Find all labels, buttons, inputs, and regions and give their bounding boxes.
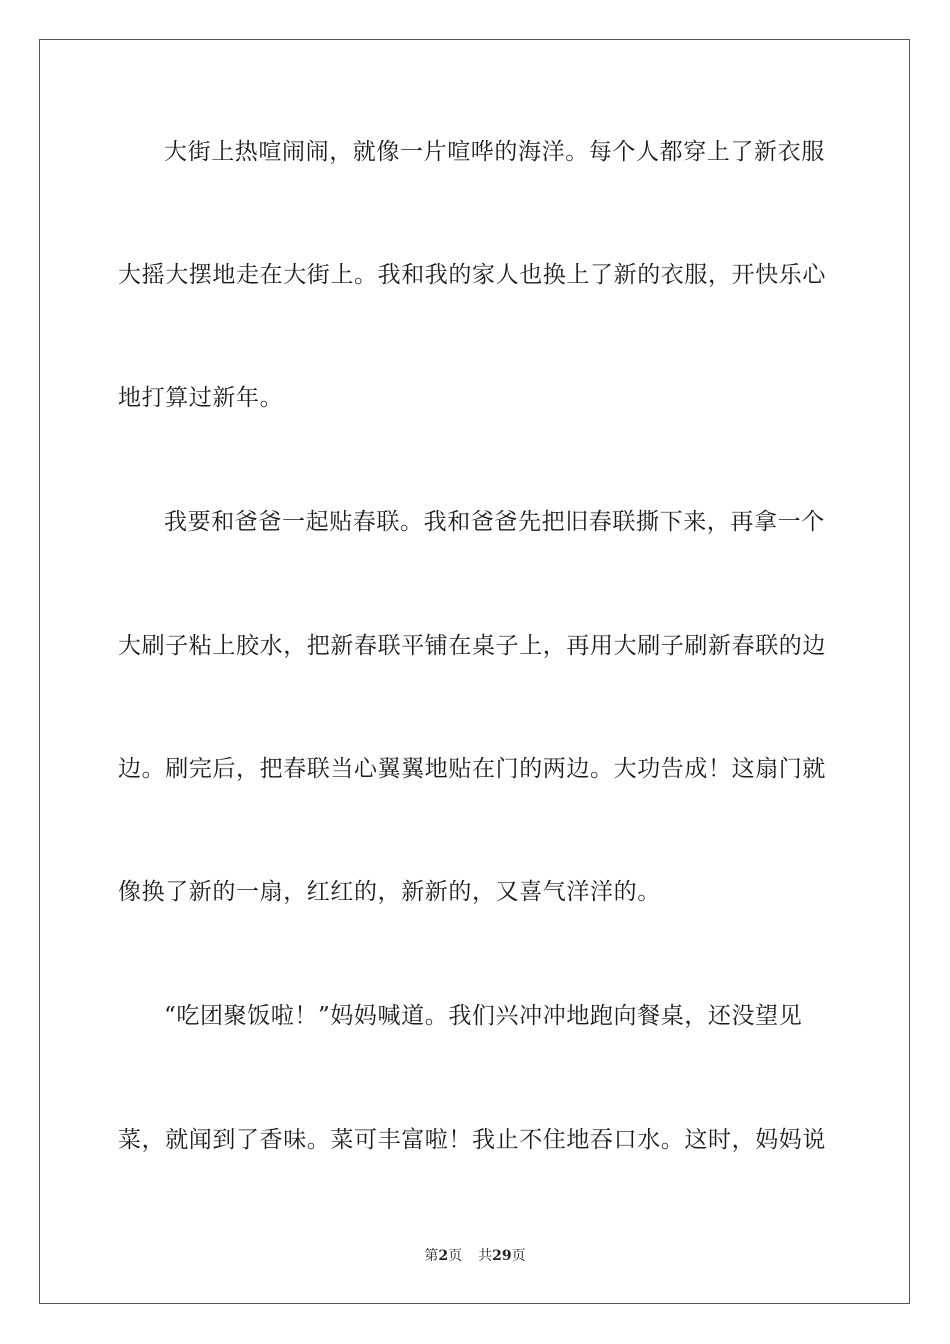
paragraph-3-line-2: 菜，就闻到了香味。菜可丰富啦！我止不住地吞口水。这时，妈妈说 — [118, 1127, 826, 1153]
total-prefix: 共 — [478, 1248, 493, 1264]
page-suffix: 页 — [448, 1248, 463, 1264]
page-border — [39, 39, 910, 1304]
paragraph-3-line-1: “吃团聚饭啦！”妈妈喊道。我们兴冲冲地跑向餐桌，还没望见 — [164, 1003, 803, 1029]
paragraph-2-line-3: 边。刷完后，把春联当心翼翼地贴在门的两边。大功告成！这扇门就 — [118, 756, 826, 782]
total-suffix: 页 — [511, 1248, 526, 1264]
page-prefix: 第 — [424, 1248, 439, 1264]
paragraph-2-line-1: 我要和爸爸一起贴春联。我和爸爸先把旧春联撕下来，再拿一个 — [164, 509, 825, 535]
paragraph-2-line-2: 大刷子粘上胶水，把新春联平铺在桌子上，再用大刷子刷新春联的边 — [118, 633, 826, 659]
page-footer — [0, 1247, 950, 1265]
paragraph-1-line-1: 大街上热喧闹闹，就像一片喧哗的海洋。每个人都穿上了新衣服 — [164, 139, 825, 165]
paragraph-2-line-4: 像换了新的一扇，红红的，新新的，又喜气洋洋的。 — [118, 879, 661, 905]
page-number: 2 — [438, 1248, 449, 1264]
paragraph-1-line-2: 大摇大摆地走在大街上。我和我的家人也换上了新的衣服，开快乐心 — [118, 262, 826, 288]
total-pages: 29 — [492, 1248, 512, 1264]
paragraph-1-line-3: 地打算过新年。 — [118, 385, 284, 411]
